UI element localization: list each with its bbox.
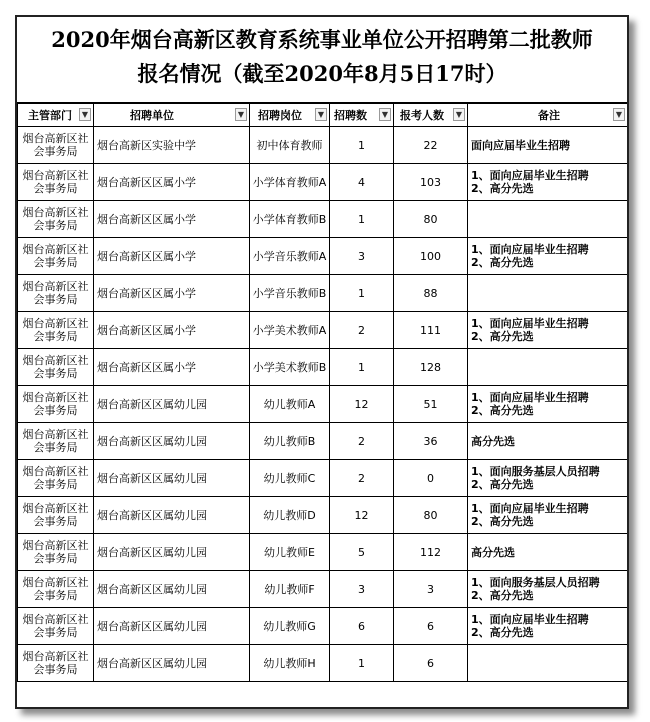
spreadsheet-sheet [15,15,629,709]
cell-note [468,534,628,571]
note-line-1: 1、面向应届毕业生招聘 [471,243,589,256]
cell-note [468,460,628,497]
dept-line-2: 会事务局 [33,182,78,195]
cell-unit: 烟台高新区区属幼儿园 [94,497,250,534]
cell-note [468,349,628,386]
cell-post: 小学美术教师B [250,349,330,386]
header-note [468,104,628,127]
dept-line-2: 会事务局 [33,145,78,158]
cell-dept [18,534,94,571]
cell-applicants: 88 [394,275,468,312]
cell-applicants: 100 [394,238,468,275]
table-row [18,534,628,571]
cell-note [468,238,628,275]
note-line-1: 1、面向服务基层人员招聘 [471,576,600,589]
cell-num: 1 [330,275,394,312]
cell-applicants: 111 [394,312,468,349]
header-unit [94,104,250,127]
header-row [18,104,628,127]
dept-line-1: 烟台高新区社 [22,280,89,293]
dept-line-1: 烟台高新区社 [22,613,89,626]
cell-note [468,608,628,645]
cell-num: 1 [330,201,394,238]
cell-unit: 烟台高新区区属幼儿园 [94,534,250,571]
dept-line-2: 会事务局 [33,293,78,306]
cell-dept [18,201,94,238]
cell-applicants: 6 [394,645,468,682]
header-dept [18,104,94,127]
dept-line-1: 烟台高新区社 [22,650,89,663]
cell-applicants: 22 [394,127,468,164]
cell-unit: 烟台高新区区属幼儿园 [94,608,250,645]
filter-dropdown-icon[interactable]: ▼ [379,108,391,121]
cell-post: 幼儿教师H [250,645,330,682]
cell-dept [18,608,94,645]
cell-num: 1 [330,127,394,164]
cell-note [468,275,628,312]
cell-note [468,312,628,349]
cell-unit: 烟台高新区区属小学 [94,164,250,201]
cell-unit: 烟台高新区实验中学 [94,127,250,164]
note-line-1: 1、面向应届毕业生招聘 [471,317,589,330]
title-line-1: 2020年烟台高新区教育系统事业单位公开招聘第二批教师 [51,27,593,52]
dept-line-1: 烟台高新区社 [22,206,89,219]
cell-dept [18,312,94,349]
cell-num: 4 [330,164,394,201]
cell-applicants: 36 [394,423,468,460]
dept-line-2: 会事务局 [33,330,78,343]
dept-line-2: 会事务局 [33,404,78,417]
cell-note [468,201,628,238]
cell-unit: 烟台高新区区属小学 [94,349,250,386]
note-line-2: 2、高分先选 [471,515,534,528]
cell-note [468,127,628,164]
dept-line-1: 烟台高新区社 [22,428,89,441]
cell-applicants: 51 [394,386,468,423]
cell-applicants: 103 [394,164,468,201]
filter-dropdown-icon[interactable]: ▼ [315,108,327,121]
cell-num: 3 [330,571,394,608]
note-line-2: 2、高分先选 [471,589,534,602]
header-label: 招聘数 [334,109,367,122]
note-line-1: 1、面向应届毕业生招聘 [471,391,589,404]
note-line-1: 1、面向服务基层人员招聘 [471,465,600,478]
dept-line-1: 烟台高新区社 [22,502,89,515]
cell-post: 幼儿教师G [250,608,330,645]
dept-line-1: 烟台高新区社 [22,243,89,256]
cell-unit: 烟台高新区区属小学 [94,312,250,349]
cell-num: 12 [330,497,394,534]
cell-unit: 烟台高新区区属小学 [94,275,250,312]
table-row [18,423,628,460]
cell-num: 2 [330,460,394,497]
note-line-1: 面向应届毕业生招聘 [471,138,570,152]
cell-unit: 烟台高新区区属幼儿园 [94,571,250,608]
cell-unit: 烟台高新区区属小学 [94,201,250,238]
header-label: 主管部门 [28,109,72,122]
cell-dept [18,423,94,460]
dept-line-2: 会事务局 [33,552,78,565]
header-label: 报考人数 [400,109,444,122]
filter-dropdown-icon[interactable]: ▼ [613,108,625,121]
dept-line-1: 烟台高新区社 [22,539,89,552]
table-row [18,349,628,386]
cell-applicants: 128 [394,349,468,386]
table-row [18,608,628,645]
cell-post: 幼儿教师F [250,571,330,608]
cell-dept [18,386,94,423]
note-line-2: 2、高分先选 [471,404,534,417]
dept-line-2: 会事务局 [33,367,78,380]
cell-post: 小学体育教师A [250,164,330,201]
cell-applicants: 0 [394,460,468,497]
dept-line-1: 烟台高新区社 [22,317,89,330]
cell-dept [18,460,94,497]
header-applicants [394,104,468,127]
dept-line-1: 烟台高新区社 [22,465,89,478]
table-row [18,497,628,534]
cell-post: 幼儿教师B [250,423,330,460]
cell-dept [18,571,94,608]
cell-num: 2 [330,312,394,349]
filter-dropdown-icon[interactable]: ▼ [235,108,247,121]
dept-line-2: 会事务局 [33,441,78,454]
cell-dept [18,349,94,386]
dept-line-1: 烟台高新区社 [22,391,89,404]
document-title [17,17,627,103]
cell-num: 6 [330,608,394,645]
dept-line-2: 会事务局 [33,219,78,232]
cell-note [468,497,628,534]
table-row [18,275,628,312]
cell-num: 12 [330,386,394,423]
cell-dept [18,127,94,164]
header-post [250,104,330,127]
cell-dept [18,645,94,682]
table-row [18,386,628,423]
table-row [18,201,628,238]
cell-unit: 烟台高新区区属幼儿园 [94,423,250,460]
cell-note [468,386,628,423]
cell-post: 小学音乐教师B [250,275,330,312]
cell-applicants: 3 [394,571,468,608]
cell-note [468,164,628,201]
note-line-2: 2、高分先选 [471,182,534,195]
header-label: 招聘单位 [130,109,174,122]
note-line-2: 2、高分先选 [471,256,534,269]
cell-note [468,423,628,460]
cell-post: 幼儿教师A [250,386,330,423]
cell-applicants: 80 [394,201,468,238]
cell-post: 小学体育教师B [250,201,330,238]
cell-applicants: 80 [394,497,468,534]
cell-num: 2 [330,423,394,460]
note-line-2: 2、高分先选 [471,478,534,491]
table-row [18,127,628,164]
cell-note [468,571,628,608]
table-row [18,571,628,608]
title-line-2: 报名情况（截至2020年8月5日17时） [137,61,507,86]
dept-line-2: 会事务局 [33,515,78,528]
cell-unit: 烟台高新区区属幼儿园 [94,645,250,682]
cell-unit: 烟台高新区区属幼儿园 [94,460,250,497]
cell-post: 幼儿教师C [250,460,330,497]
dept-line-2: 会事务局 [33,256,78,269]
cell-num: 5 [330,534,394,571]
table-row [18,238,628,275]
cell-num: 1 [330,349,394,386]
note-line-1: 高分先选 [471,434,515,448]
table-row [18,645,628,682]
dept-line-2: 会事务局 [33,589,78,602]
cell-post: 幼儿教师D [250,497,330,534]
note-line-1: 高分先选 [471,545,515,559]
cell-unit: 烟台高新区区属幼儿园 [94,386,250,423]
dept-line-1: 烟台高新区社 [22,354,89,367]
cell-num: 1 [330,645,394,682]
dept-line-2: 会事务局 [33,478,78,491]
cell-dept [18,275,94,312]
table-row [18,312,628,349]
cell-post: 幼儿教师E [250,534,330,571]
dept-line-1: 烟台高新区社 [22,132,89,145]
cell-post: 初中体育教师 [250,127,330,164]
dept-line-2: 会事务局 [33,626,78,639]
cell-dept [18,497,94,534]
note-line-2: 2、高分先选 [471,330,534,343]
cell-unit: 烟台高新区区属小学 [94,238,250,275]
filter-dropdown-icon[interactable]: ▼ [79,108,91,121]
note-line-1: 1、面向应届毕业生招聘 [471,169,589,182]
header-label: 招聘岗位 [258,109,302,122]
cell-dept [18,238,94,275]
cell-note [468,645,628,682]
header-label: 备注 [538,109,560,122]
dept-line-1: 烟台高新区社 [22,169,89,182]
dept-line-2: 会事务局 [33,663,78,676]
note-line-1: 1、面向应届毕业生招聘 [471,502,589,515]
note-line-1: 1、面向应届毕业生招聘 [471,613,589,626]
recruitment-table [17,103,628,682]
cell-applicants: 112 [394,534,468,571]
table-row [18,164,628,201]
cell-post: 小学音乐教师A [250,238,330,275]
table-row [18,460,628,497]
dept-line-1: 烟台高新区社 [22,576,89,589]
cell-num: 3 [330,238,394,275]
cell-dept [18,164,94,201]
cell-post: 小学美术教师A [250,312,330,349]
note-line-2: 2、高分先选 [471,626,534,639]
filter-dropdown-icon[interactable]: ▼ [453,108,465,121]
cell-applicants: 6 [394,608,468,645]
header-num [330,104,394,127]
